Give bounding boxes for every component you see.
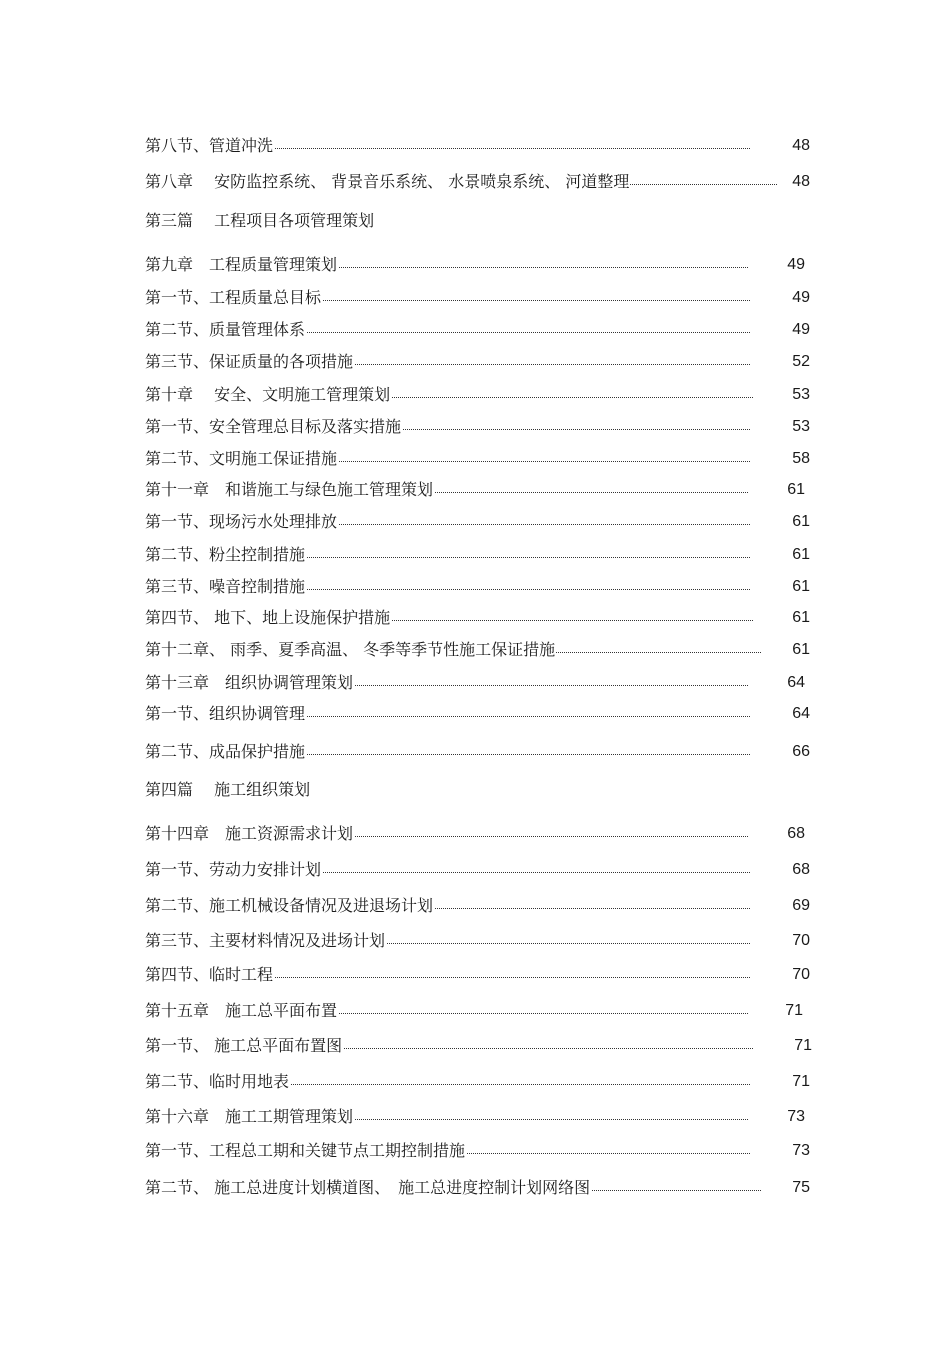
toc-entry-title: 第三节、保证质量的各项措施 xyxy=(145,350,354,374)
toc-entry-title: 第十六章 施工工期管理策划 xyxy=(145,1105,354,1129)
toc-entry-title: 第十一章 和谐施工与绿色施工管理策划 xyxy=(145,478,434,502)
toc-entry-page: 61 xyxy=(792,513,810,530)
toc-entry-page: 71 xyxy=(785,1002,803,1019)
toc-entry-title: 第二节、施工机械设备情况及进退场计划 xyxy=(145,894,434,918)
toc-entry[interactable] xyxy=(145,1139,810,1163)
toc-entry-title: 第二节、质量管理体系 xyxy=(145,318,306,342)
toc-entry[interactable] xyxy=(145,383,810,407)
toc-entry-page: 48 xyxy=(792,173,810,190)
toc-entry[interactable] xyxy=(145,606,810,630)
toc-entry[interactable] xyxy=(145,1070,810,1094)
toc-entry[interactable] xyxy=(145,894,810,918)
toc-entry-title: 第一节、工程质量总目标 xyxy=(145,286,322,310)
part-heading: 第三篇 工程项目各项管理策划 xyxy=(145,211,375,230)
toc-entry-title: 第三节、主要材料情况及进场计划 xyxy=(145,929,386,953)
toc-entry-page: 70 xyxy=(792,966,810,983)
toc-entry-title: 第一节、工程总工期和关键节点工期控制措施 xyxy=(145,1139,466,1163)
toc-entry-page: 61 xyxy=(787,481,805,498)
toc-entry-page: 61 xyxy=(792,641,810,658)
toc-entry-page: 64 xyxy=(792,705,810,722)
toc-entry-page: 49 xyxy=(787,256,805,273)
toc-entry-title: 第十三章 组织协调管理策划 xyxy=(145,671,354,695)
toc-entry[interactable] xyxy=(145,318,810,342)
toc-entry[interactable] xyxy=(145,671,810,695)
toc-entry[interactable] xyxy=(145,702,810,726)
part-heading: 第四篇 施工组织策划 xyxy=(145,780,311,799)
toc-entry-page: 58 xyxy=(792,450,810,467)
toc-entry[interactable] xyxy=(145,1176,810,1200)
toc-entry-title: 第三节、噪音控制措施 xyxy=(145,575,306,599)
toc-entry[interactable] xyxy=(145,447,810,471)
toc-entry-page: 68 xyxy=(787,825,805,842)
toc-entry-page: 73 xyxy=(792,1142,810,1159)
toc-entry-page: 69 xyxy=(792,897,810,914)
toc-entry-title: 第四节、 地下、地上设施保护措施 xyxy=(145,606,391,630)
toc-entry[interactable] xyxy=(145,478,810,502)
toc-entry[interactable] xyxy=(145,510,810,534)
toc-entry-page: 53 xyxy=(792,386,810,403)
toc-entry[interactable] xyxy=(145,170,810,194)
toc-entry-title: 第一节、安全管理总目标及落实措施 xyxy=(145,415,402,439)
toc-entry-page: 66 xyxy=(792,743,810,760)
toc-entry-page: 64 xyxy=(787,674,805,691)
toc-entry[interactable] xyxy=(145,999,810,1023)
toc-entry-title: 第一节、 施工总平面布置图 xyxy=(145,1034,343,1058)
toc-entry-title: 第四节、临时工程 xyxy=(145,963,274,987)
toc-entry-page: 73 xyxy=(787,1108,805,1125)
toc-entry-title: 第十二章、 雨季、夏季高温、 冬季等季节性施工保证措施 xyxy=(145,638,556,662)
toc-entry-title: 第八章 安防监控系统、 背景音乐系统、 水景喷泉系统、 河道整理 xyxy=(145,170,630,194)
toc-entry-page: 52 xyxy=(792,353,810,370)
toc-entry-page: 53 xyxy=(792,418,810,435)
toc-entry[interactable] xyxy=(145,415,810,439)
toc-entry-page: 61 xyxy=(792,609,810,626)
toc-entry[interactable] xyxy=(145,350,810,374)
toc-entry[interactable] xyxy=(145,575,810,599)
toc-entry[interactable] xyxy=(145,929,810,953)
toc-entry[interactable] xyxy=(145,822,810,846)
toc-entry-title: 第九章 工程质量管理策划 xyxy=(145,253,338,277)
toc-entry-page: 48 xyxy=(792,137,810,154)
toc-entry-page: 70 xyxy=(792,932,810,949)
toc-entry-title: 第一节、组织协调管理 xyxy=(145,702,306,726)
toc-entry[interactable] xyxy=(145,740,810,764)
toc-entry[interactable] xyxy=(145,134,810,158)
toc-entry-title: 第十五章 施工总平面布置 xyxy=(145,999,338,1023)
toc-entry-page: 49 xyxy=(792,289,810,306)
toc-entry[interactable] xyxy=(145,1034,810,1058)
toc-entry-title: 第二节、 施工总进度计划横道图、 施工总进度控制计划网络图 xyxy=(145,1176,591,1200)
toc-entry-title: 第二节、成品保护措施 xyxy=(145,740,306,764)
toc-entry[interactable] xyxy=(145,963,810,987)
toc-entry[interactable] xyxy=(145,858,810,882)
toc-entry[interactable] xyxy=(145,1105,810,1129)
toc-entry-page: 75 xyxy=(792,1179,810,1196)
toc-entry[interactable] xyxy=(145,543,810,567)
toc-entry-page: 68 xyxy=(792,861,810,878)
toc-entry[interactable] xyxy=(145,286,810,310)
toc-entry-title: 第一节、现场污水处理排放 xyxy=(145,510,338,534)
toc-entry[interactable] xyxy=(145,253,810,277)
toc-entry-page: 49 xyxy=(792,321,810,338)
toc-entry-title: 第二节、粉尘控制措施 xyxy=(145,543,306,567)
toc-entry-page: 61 xyxy=(792,578,810,595)
toc-entry[interactable] xyxy=(145,638,810,662)
toc-entry-title: 第十章 安全、文明施工管理策划 xyxy=(145,383,391,407)
toc-entry-title: 第十四章 施工资源需求计划 xyxy=(145,822,354,846)
toc-entry-title: 第八节、管道冲洗 xyxy=(145,134,274,158)
toc-entry-title: 第二节、文明施工保证措施 xyxy=(145,447,338,471)
toc-entry-page: 71 xyxy=(792,1073,810,1090)
toc-entry-title: 第二节、临时用地表 xyxy=(145,1070,290,1094)
toc-entry-page: 71 xyxy=(794,1037,812,1054)
toc-entry-page: 61 xyxy=(792,546,810,563)
toc-entry-title: 第一节、劳动力安排计划 xyxy=(145,858,322,882)
